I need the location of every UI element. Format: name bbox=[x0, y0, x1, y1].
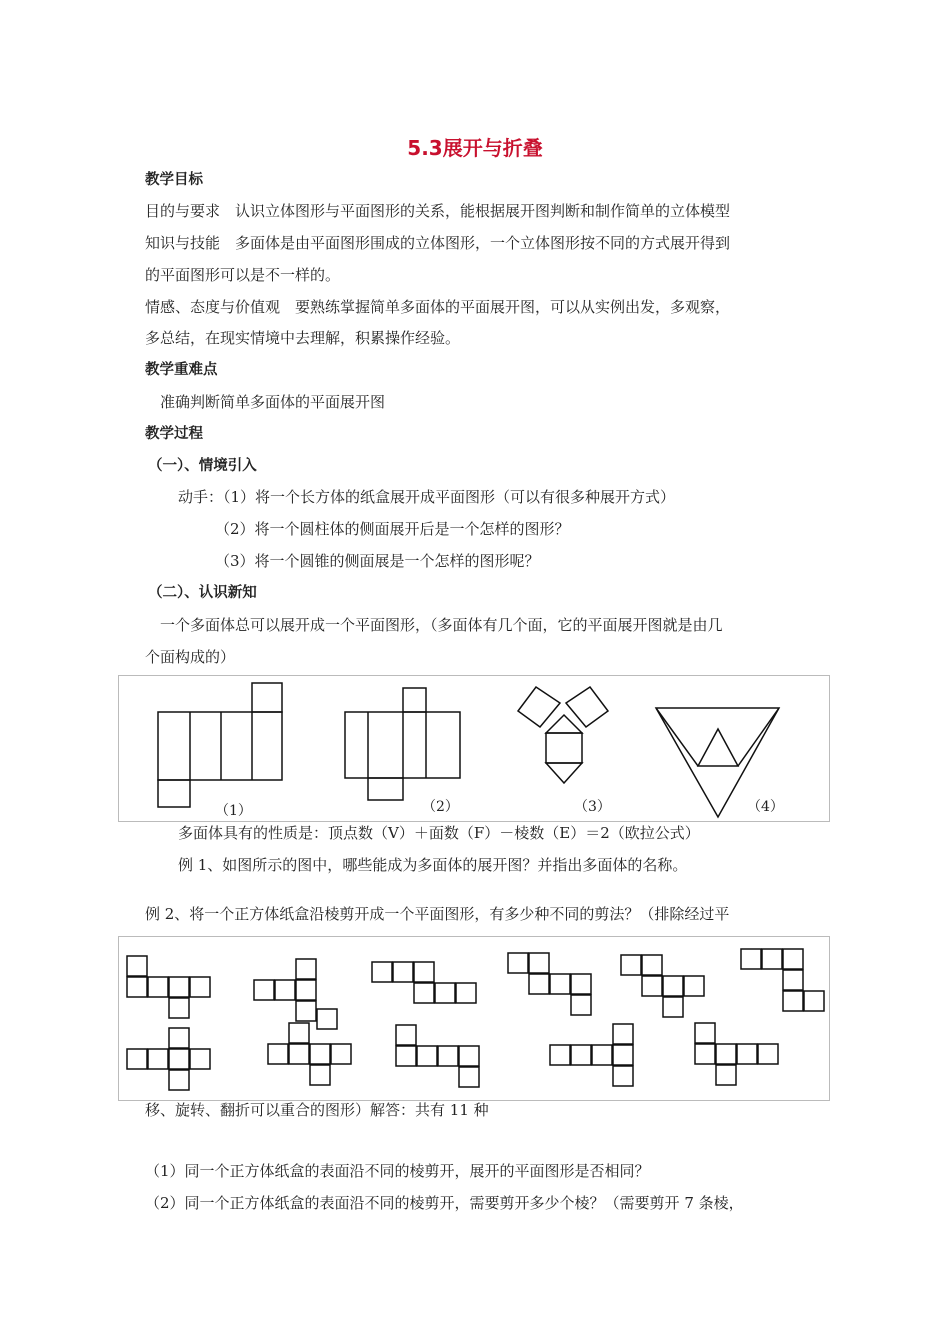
net-cuboid-1 bbox=[158, 683, 282, 807]
figure-label-2: （2） bbox=[422, 799, 459, 815]
goal-line-5: 多总结，在现实情境中去理解，积累操作经验。 bbox=[145, 329, 461, 347]
cube-net-6 bbox=[741, 949, 824, 1011]
cube-net-10 bbox=[550, 1024, 633, 1086]
example-2-answer: 移、旋转、翻折可以重合的图形）解答：共有 11 种 bbox=[145, 1101, 489, 1119]
activity-2: （2）将一个圆柱体的侧面展开后是一个怎样的图形？ bbox=[215, 520, 570, 538]
key-point-line: 准确判断简单多面体的平面展开图 bbox=[160, 393, 386, 411]
net-cuboid-2 bbox=[345, 688, 460, 800]
question-1: （1）同一个正方体纸盒的表面沿不同的棱剪开，展开的平面图形是否相同？ bbox=[145, 1162, 650, 1180]
subheading-new-knowledge: （二）、认识新知 bbox=[148, 585, 257, 601]
heading-process: 教学过程 bbox=[145, 426, 203, 442]
euler-formula: 多面体具有的性质是：顶点数（V）＋面数（F）－棱数（E）＝2（欧拉公式） bbox=[178, 824, 700, 842]
cube-net-1 bbox=[127, 956, 210, 1018]
net-prism bbox=[518, 687, 608, 783]
question-2: （2）同一个正方体纸盒的表面沿不同的棱剪开，需要剪开多少个棱？（需要剪开 7 条棱， bbox=[145, 1194, 744, 1212]
paragraph-line-1: 一个多面体总可以展开成一个平面图形，（多面体有几个面，它的平面展开图就是由几 bbox=[160, 616, 723, 634]
cube-net-7 bbox=[127, 1028, 210, 1090]
cube-net-4 bbox=[508, 953, 591, 1015]
cube-net-8 bbox=[268, 1023, 351, 1085]
paragraph-line-2: 个面构成的） bbox=[145, 648, 236, 666]
cube-net-2 bbox=[254, 959, 337, 1029]
goal-line-4: 情感、态度与价值观 要熟练掌握简单多面体的平面展开图，可以从实例出发，多观察， bbox=[145, 298, 731, 316]
goal-line-3: 的平面图形可以是不一样的。 bbox=[145, 266, 341, 284]
goal-line-2: 知识与技能 多面体是由平面图形围成的立体图形，一个立体图形按不同的方式展开得到 bbox=[145, 234, 731, 252]
heading-teaching-goals: 教学目标 bbox=[145, 172, 203, 188]
figure-label-1: （1） bbox=[215, 803, 252, 819]
figure-cube-nets bbox=[118, 936, 830, 1102]
cube-net-5 bbox=[621, 955, 704, 1017]
goal-line-1: 目的与要求 认识立体图形与平面图形的关系，能根据展开图判断和制作简单的立体模型 bbox=[145, 202, 731, 220]
activity-1: 动手：（1）将一个长方体的纸盒展开成平面图形（可以有很多种展开方式） bbox=[178, 488, 676, 506]
page-title: 5.3展开与折叠 bbox=[407, 136, 543, 160]
subheading-intro: （一）、情境引入 bbox=[148, 458, 257, 474]
example-1: 例 1、如图所示的图中，哪些能成为多面体的展开图？并指出多面体的名称。 bbox=[178, 856, 688, 874]
example-2: 例 2、将一个正方体纸盒沿棱剪开成一个平面图形，有多少种不同的剪法？（排除经过平 bbox=[145, 905, 730, 923]
heading-key-points: 教学重难点 bbox=[145, 362, 218, 378]
cube-net-9 bbox=[396, 1025, 479, 1087]
cube-net-3 bbox=[372, 962, 476, 1003]
figure-label-4: （4） bbox=[747, 799, 784, 815]
figure-label-3: （3） bbox=[574, 799, 611, 815]
cube-net-11 bbox=[695, 1023, 778, 1085]
activity-3: （3）将一个圆锥的侧面展是一个怎样的图形呢？ bbox=[215, 552, 540, 570]
